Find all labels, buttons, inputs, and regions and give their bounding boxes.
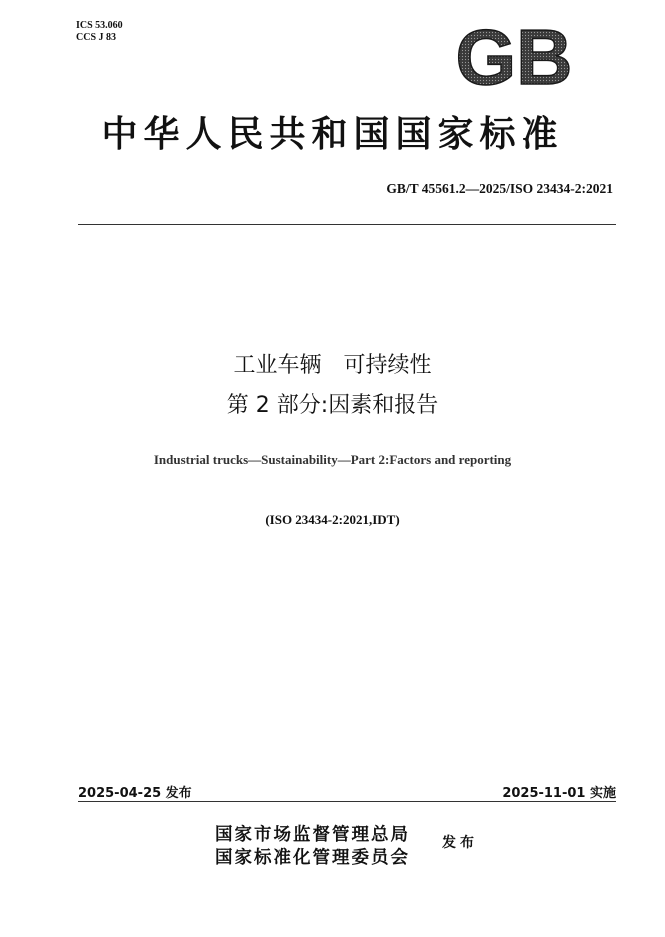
- gb-logo-text: GB: [455, 22, 573, 92]
- publish-label: 发布: [442, 835, 478, 851]
- english-title: Industrial trucks—Sustainability—Part 2:Factors and reporting: [153, 452, 512, 467]
- national-standard-title: 中华人民共和国国家标准: [101, 113, 564, 155]
- chinese-title-line-2: 第 2 部分:因素和报告: [226, 393, 439, 418]
- implementation-date: 2025-11-01 实施: [502, 786, 616, 801]
- footer-divider: [78, 801, 616, 802]
- publisher-samr: 国家市场监督管理总局: [215, 825, 410, 845]
- iso-equivalence: (ISO 23434-2:2021,IDT): [265, 512, 400, 527]
- gb-logo: [446, 22, 582, 92]
- ics-code: ICS 53.060: [76, 20, 123, 31]
- standard-number: GB/T 45561.2—2025/ISO 23434-2:2021: [386, 181, 613, 196]
- chinese-title-line-1: 工业车辆 可持续性: [233, 353, 432, 378]
- header-divider: [78, 224, 616, 225]
- ccs-code: CCS J 83: [76, 32, 117, 43]
- issue-date: 2025-04-25 发布: [78, 786, 192, 801]
- classification-codes: [76, 20, 123, 44]
- publisher-sac: 国家标准化管理委员会: [215, 848, 410, 868]
